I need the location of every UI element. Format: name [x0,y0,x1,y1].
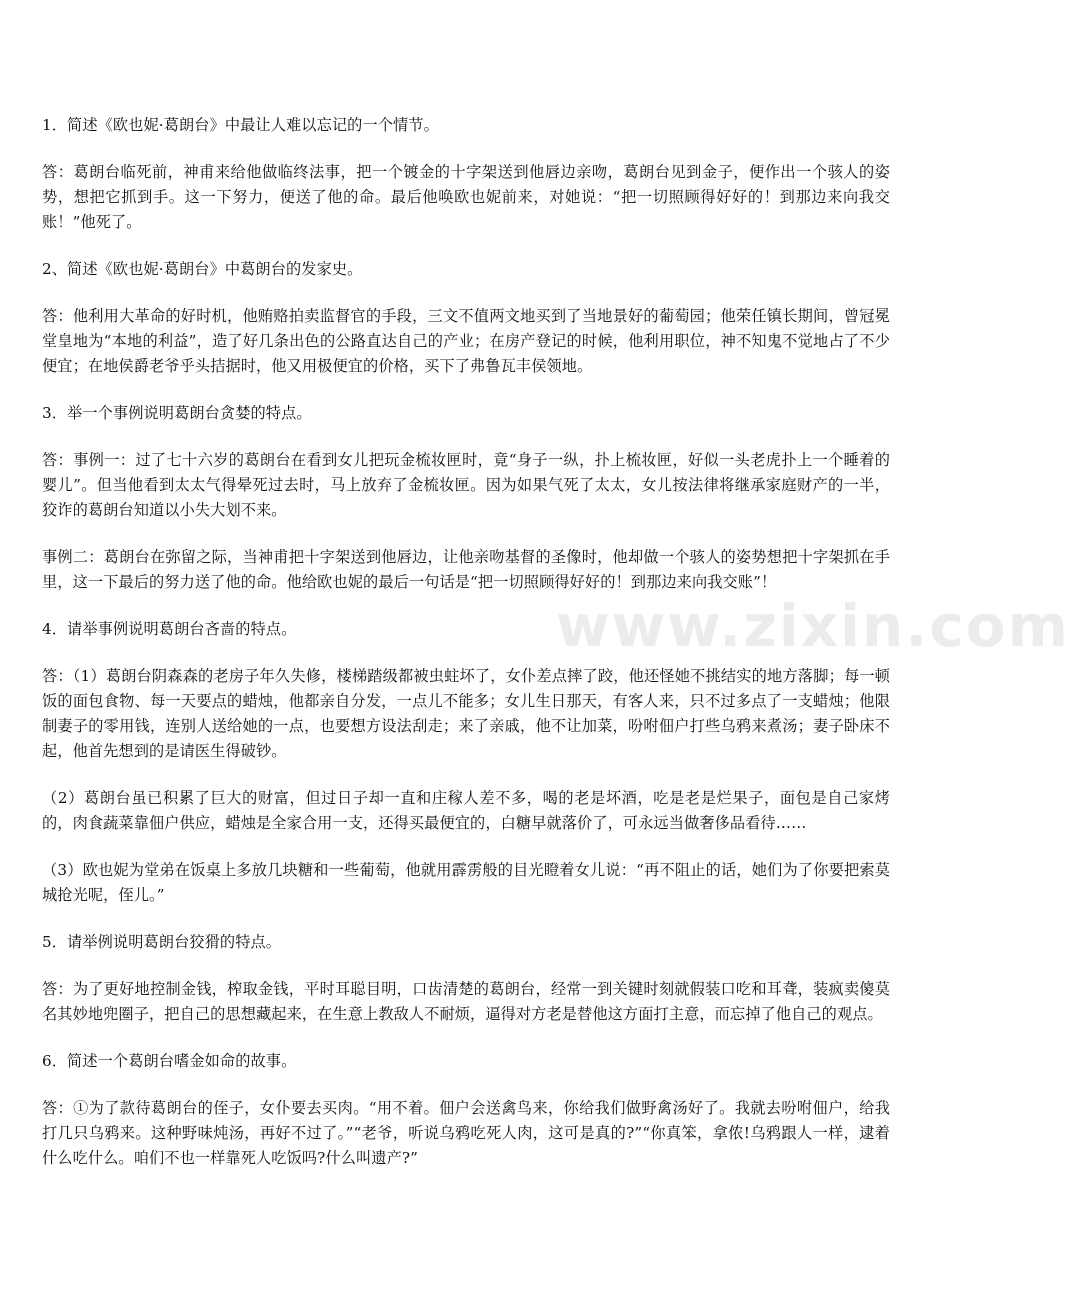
answer-3-example-2: 事例二：葛朗台在弥留之际，当神甫把十字架送到他唇边，让他亲吻基督的圣像时，他却做一个骇人的姿势想把十字架抓在手里，这一下最后的努力送了他的命。他给欧也妮的最后一句话是“把一切照顾得好好的！到那边来向我交账”！ [42,548,890,591]
question-5: 5．请举例说明葛朗台狡猾的特点。 [42,933,282,951]
question-2: 2、简述《欧也妮·葛朗台》中葛朗台的发家史。 [42,260,363,278]
answer-4-part-2: （2）葛朗台虽已积累了巨大的财富，但过日子却一直和庄稼人差不多，喝的老是坏酒，吃是老是烂果子，面包是自己家烤的，肉食蔬菜靠佃户供应，蜡烛是全家合用一支，还得买最便宜的，白糖早就落价了，可永远当做奢侈品看待…… [42,789,890,832]
document-body [42,113,890,1171]
watermark: www.zixin.com [556,592,1070,660]
answer-5: 答：为了更好地控制金钱，榨取金钱，平时耳聪目明，口齿清楚的葛朗台，经常一到关键时刻就假装口吃和耳聋，装疯卖傻莫名其妙地兜圈子，把自己的思想藏起来，在生意上教敌人不耐烦，逼得对方老是替他这方面打主意，而忘掉了他自己的观点。 [42,980,890,1023]
answer-3-example-1: 答：事例一：过了七十六岁的葛朗台在看到女儿把玩金梳妆匣时，竟“身子一纵，扑上梳妆匣，好似一头老虎扑上一个睡着的婴儿”。但当他看到太太气得晕死过去时，马上放弃了金梳妆匣。因为如果气死了太太，女儿按法律将继承家庭财产的一半，狡诈的葛朗台知道以小失大划不来。 [42,451,890,519]
question-1: 1．简述《欧也妮·葛朗台》中最让人难以忘记的一个情节。 [42,116,439,134]
answer-4-part-1: 答：（1）葛朗台阴森森的老房子年久失修，楼梯踏级都被虫蛀坏了，女仆差点摔了跤，他还怪她不挑结实的地方落脚；每一顿饭的面包食物、每一天要点的蜡烛，他都亲自分发，一点儿不能多；女儿生日那天，有客人来，只不过多点了一支蜡烛；他限制妻子的零用钱，连别人送给她的一点，也要想方设法刮走；来了亲戚，他不让加菜，吩咐佃户打些乌鸦来煮汤；妻子卧床不起，他首先想到的是请医生得破钞。 [42,667,890,760]
question-6: 6．简述一个葛朗台嗜金如命的故事。 [42,1052,297,1070]
answer-4-part-3: （3）欧也妮为堂弟在饭桌上多放几块糖和一些葡萄，他就用霹雳般的目光瞪着女儿说：“再不阻止的话，她们为了你要把索莫城抢光呢，侄儿。” [42,861,890,904]
question-3: 3．举一个事例说明葛朗台贪婪的特点。 [42,404,312,422]
question-4: 4．请举事例说明葛朗台吝啬的特点。 [42,620,297,638]
answer-6: 答：①为了款待葛朗台的侄子，女仆要去买肉。“用不着。佃户会送禽鸟来，你给我们做野禽汤好了。我就去吩咐佃户，给我打几只乌鸦来。这种野味炖汤，再好不过了。”“老爷，听说乌鸦吃死人肉，这可是真的?”“你真笨，拿侬!乌鸦跟人一样，逮着什么吃什么。咱们不也一样靠死人吃饭吗?什么叫遗产?” [42,1099,890,1167]
answer-1: 答：葛朗台临死前，神甫来给他做临终法事，把一个镀金的十字架送到他唇边亲吻，葛朗台见到金子，便作出一个骇人的姿势，想把它抓到手。这一下努力，便送了他的命。最后他唤欧也妮前来，对她说：“把一切照顾得好好的！到那边来向我交账！”他死了。 [42,163,890,231]
answer-2: 答：他利用大革命的好时机，他贿赂拍卖监督官的手段，三文不值两文地买到了当地景好的葡萄园；他荣任镇长期间，曾冠冕堂皇地为“本地的利益”，造了好几条出色的公路直达自己的产业；在房产登记的时候，他利用职位，神不知鬼不觉地占了不少便宜；在地侯爵老爷乎头拮据时，他又用极便宜的价格，买下了弗鲁瓦丰侯领地。 [42,307,890,375]
